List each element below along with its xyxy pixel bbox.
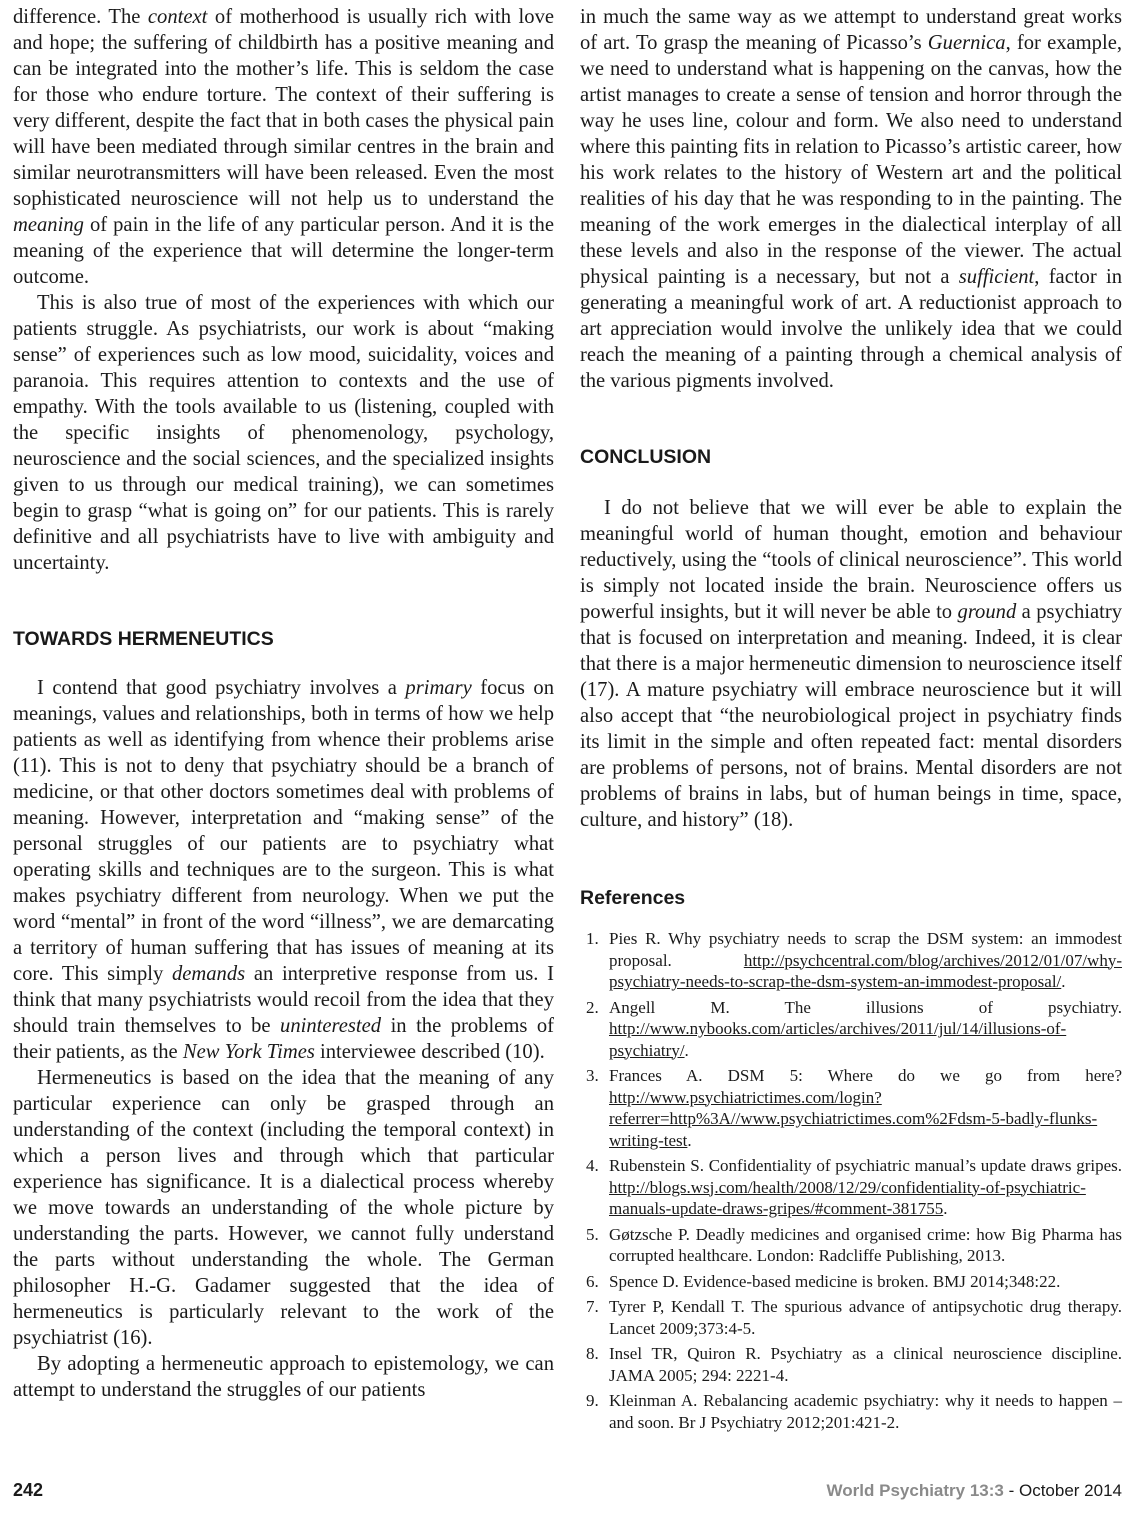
emphasized-text: context	[147, 6, 208, 28]
emphasized-text: meaning	[13, 214, 84, 236]
reference-number: 1.	[586, 929, 599, 948]
reference-number: 5.	[586, 1224, 599, 1244]
emphasized-text: primary	[405, 677, 472, 699]
text-run: .	[943, 1199, 948, 1218]
reference-url-link[interactable]: http://www.nybooks.com/articles/archives/2011/jul/14/illusions-of-psychiatry/	[609, 1019, 1067, 1060]
emphasized-text: ground	[957, 601, 1017, 623]
emphasized-text: demands	[171, 963, 246, 985]
reference-list	[580, 928, 1122, 1433]
text-run: of motherhood is usually rich with love and hope; the suffering of childbirth has a positive meaning and can be integrated into the mother’s life. This is seldom the case for those who endure torture. The context of their suffering is very different, despite the fact that in both cases the physical pain will have been mediated through similar centres in the brain and similar neurotransmitters will have been released. Even the most sophisticated neuroscience will not help us to understand the	[13, 6, 555, 210]
reference-url-link[interactable]: http://blogs.wsj.com/health/2008/12/29/confidentiality-of-psychiatric-manuals-update-draws-gripes/#comment-381755	[609, 1177, 1086, 1218]
text-run: Spence D. Evidence-based medicine is broken. BMJ 2014;348:22.	[609, 1271, 1061, 1291]
section-heading-towards-hermeneutics: TOWARDS HERMENEUTICS	[13, 628, 274, 650]
text-run: .	[687, 1130, 692, 1150]
text-run: I do not believe that we will ever be able to explain the meaningful world of human thought, emotion and behaviour reductively, using the “tools of clinical neuroscience”. This world is simply not located inside the brain. Neuroscience offers us powerful insights, but it will never be able to	[580, 497, 1122, 623]
text-run: By adopting a hermeneutic approach to epistemology, we can attempt to understand the struggles of our patients	[13, 1353, 554, 1401]
text-run: , factor in generating a meaningful work of art. A reductionist approach to art appreciation would involve the unlikely idea that we could reach the meaning of a painting through a chemical analysis of the various pigments involved.	[580, 266, 1123, 392]
reference-number: 9.	[586, 1391, 599, 1410]
text-run: Angell M. The illusions of psychiatry.	[609, 997, 1122, 1017]
reference-item	[580, 1065, 1122, 1151]
reference-number: 4.	[586, 1156, 599, 1175]
text-run: .	[684, 1040, 689, 1060]
references-heading: References	[580, 887, 686, 909]
text-run: Gøtzsche P. Deadly medicines and organised crime: how Big Pharma has corrupted healthcare. London: Radcliffe Publishing, 2013.	[609, 1224, 1122, 1265]
section-heading-conclusion: CONCLUSION	[580, 446, 712, 468]
reference-item	[580, 997, 1122, 1062]
text-run: in much the same way as we attempt to understand great works of art. To grasp the meaning of Picasso’s	[580, 6, 1122, 54]
body-paragraph	[13, 1351, 554, 1403]
reference-item	[580, 1343, 1122, 1386]
text-run: This is also true of most of the experiences with which our patients struggle. As psychiatrists, our work is about “making sense” of experiences such as low mood, suicidality, voices and paranoia. This requires attention to contexts and the use of empathy. With the tools available to us (listening, coupled with the specific insights of phenomenology, psychology, neuroscience and the social sciences, and the specialized insights given to us through our medical training), we can sometimes begin to grasp “what is going on” for our patients. This is rarely definitive and all psychiatrists have to live with ambiguity and uncertainty.	[13, 292, 554, 574]
text-run: an interpretive response from us. I think that many psychiatrists would recoil from the idea that they should train themselves to be	[13, 963, 554, 1037]
reference-item	[580, 1296, 1122, 1339]
reference-item	[580, 1390, 1122, 1433]
text-run: difference. The	[13, 6, 148, 28]
reference-number: 8.	[586, 1344, 599, 1363]
text-run: , for example, we need to understand what is happening on the canvas, how the artist manages to create a sense of tension and horror through the way he uses line, colour and form. We also need to understand where this painting fits in relation to Picasso’s artistic career, how his work relates to the history of Western art and the political realities of his day that he was responding to in the painting. The meaning of the work emerges in the dialectical interplay of all these levels and also in the response of the viewer. The actual physical painting is a necessary, but not a	[580, 32, 1122, 288]
text-run: Tyrer P, Kendall T. The spurious advance of antipsychotic drug therapy. Lancet 2009;373:4-5.	[609, 1297, 1122, 1338]
text-run: a psychiatry that is focused on interpretation and meaning. Indeed, it is clear that there is a major hermeneutic dimension to neuroscience itself (17). A mature psychiatry will embrace neuroscience but it will also accept that “the neurobiological project in psychiatry finds its limit in the simple and often repeated fact: mental disorders are problems of persons, not of brains. Mental disorders are not problems of brains in labs, but of human beings in time, space, culture, and history” (18).	[580, 601, 1122, 831]
right-column	[580, 4, 1122, 1437]
body-paragraph	[580, 4, 1122, 394]
body-paragraph	[13, 290, 554, 576]
text-run: Frances A. DSM 5: Where do we go from here?	[609, 1066, 1122, 1085]
text-run: interviewee described (10).	[314, 1041, 545, 1063]
reference-item	[580, 928, 1122, 993]
reference-number: 2.	[586, 997, 599, 1017]
reference-number: 6.	[586, 1271, 599, 1291]
text-run: focus on meanings, values and relationships, both in terms of how we help patients as well as identifying from whence their problems arise (11). This is not to deny that psychiatry should be a branch of medicine, or that other doctors sometimes deal with problems of meaning. However, interpretation and “making sense” of the personal struggles of our patients are to psychiatry what operating skills and techniques are to the surgeon. This is what makes psychiatry different from neurology. When we put the word “mental” in front of the word “illness”, we are demarcating a territory of human suffering that has issues of meaning at its core. This simply	[13, 677, 554, 985]
emphasized-text: uninterested	[280, 1015, 382, 1037]
reference-item	[580, 1155, 1122, 1220]
reference-url-link[interactable]: http://www.psychiatrictimes.com/login?referrer=http%3A//www.psychiatrictimes.com%2Fdsm-5-badly-flunks-writing-test	[609, 1087, 1098, 1150]
text-run: in the problems of their patients, as the	[13, 1015, 554, 1063]
footer-separator: -	[1003, 1481, 1019, 1500]
emphasized-text: New York Times	[182, 1041, 315, 1063]
reference-item	[580, 1224, 1122, 1267]
text-run: I contend that good psychiatry involves a	[37, 677, 406, 699]
text-run: Rubenstein S. Confidentiality of psychiatric manual’s update draws gripes.	[609, 1156, 1122, 1175]
journal-footer	[827, 1481, 1122, 1501]
body-paragraph	[13, 675, 554, 1065]
body-paragraph	[13, 4, 554, 290]
text-run: Kleinman A. Rebalancing academic psychiatry: why it needs to happen – and soon. Br J Psychiatry 2012;201:421-2.	[609, 1391, 1122, 1432]
reference-number: 7.	[586, 1297, 599, 1316]
left-column	[13, 4, 554, 1403]
reference-url-link[interactable]: http://psychcentral.com/blog/archives/2012/01/07/why-psychiatry-needs-to-scrap-the-dsm-system-an-immodest-proposal/	[609, 950, 1122, 991]
text-run: Pies R. Why psychiatry needs to scrap the DSM system: an immodest proposal.	[609, 929, 1122, 970]
text-run: .	[1061, 972, 1066, 991]
page-number: 242	[13, 1480, 44, 1500]
body-paragraph	[580, 495, 1122, 833]
text-run: Hermeneutics is based on the idea that the meaning of any particular experience can only be grasped through an understanding of the context (including the temporal context) in which a person lives and through which that particular experience has significance. It is a dialectical process whereby we move towards an understanding of the whole picture by understanding the parts. However, we cannot fully understand the parts without understanding the whole. The German philosopher H.-G. Gadamer suggested that the idea of hermeneutics is particularly relevant to the work of the psychiatrist (16).	[13, 1067, 554, 1349]
emphasized-text: Guernica	[927, 32, 1006, 54]
journal-name: World Psychiatry 13:3	[826, 1481, 1004, 1500]
reference-number: 3.	[586, 1066, 599, 1085]
issue-date: October 2014	[1018, 1481, 1122, 1500]
text-run: of pain in the life of any particular person. And it is the meaning of the experience that will determine the longer-term outcome.	[13, 214, 554, 288]
text-run: Insel TR, Quiron R. Psychiatry as a clinical neuroscience discipline. JAMA 2005; 294: 2221-4.	[609, 1344, 1122, 1385]
body-paragraph	[13, 1065, 554, 1351]
emphasized-text: sufficient	[958, 266, 1035, 288]
reference-item	[580, 1271, 1122, 1293]
